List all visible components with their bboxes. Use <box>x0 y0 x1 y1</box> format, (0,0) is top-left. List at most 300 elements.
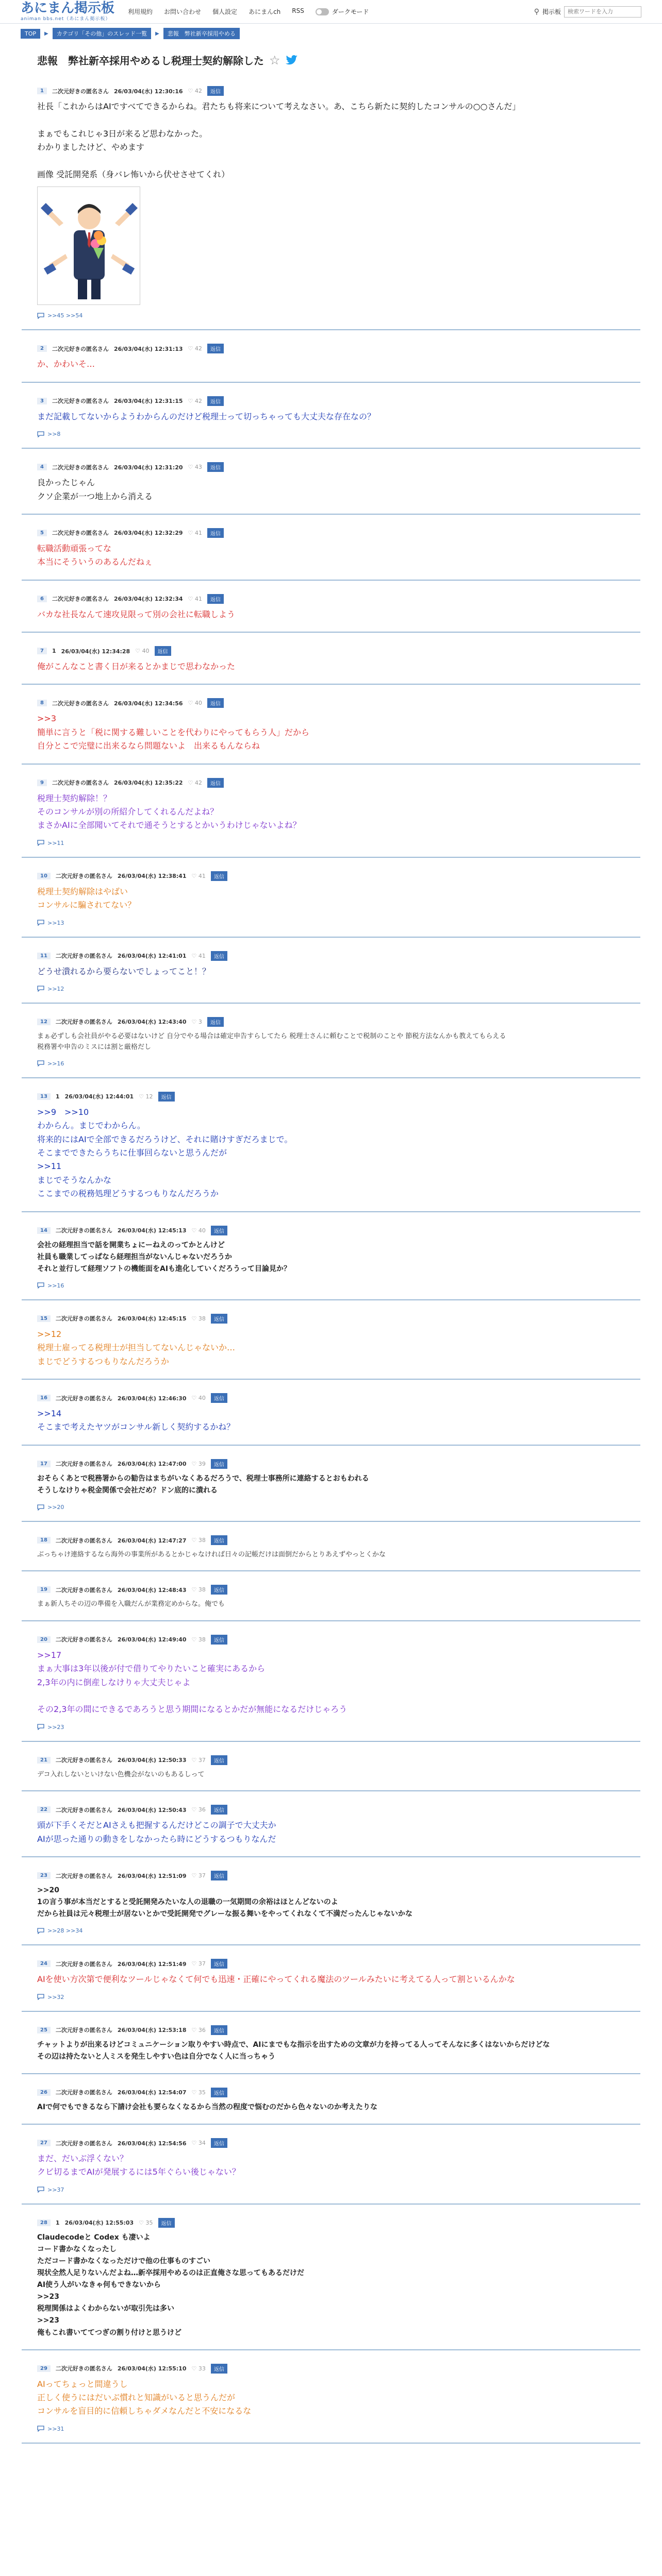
post-number[interactable]: 16 <box>37 1395 51 1401</box>
post-date: 26/03/04(水) 12:38:41 <box>117 873 187 880</box>
post-body: >>17 まぁ大事は3年以後が付で借りてやりたいこと確実にあるから 2,3年の内に倒産しなけりゃ大丈夫じゃよ その2,3年の間にできるであろうと思う期間になるとかだが無能になるだけじゃろう <box>37 1650 347 1715</box>
reply-button[interactable]: 返信 <box>207 778 224 788</box>
post-date: 26/03/04(水) 12:53:18 <box>117 2027 187 2034</box>
post-number[interactable]: 23 <box>37 1872 51 1879</box>
like-count-value: 41 <box>194 529 202 536</box>
post-body: まだ記載してないからようわからんのだけど税理士って切っちゃっても大丈夫な存在なの？ <box>37 411 376 421</box>
post-header <box>37 778 640 788</box>
post-header <box>37 646 640 656</box>
like-count[interactable]: ♡ 41 <box>188 529 202 536</box>
logo-title[interactable]: あにまん掲示板 <box>21 1 115 16</box>
like-count-value: 42 <box>194 779 202 786</box>
like-count-value: 42 <box>194 397 202 404</box>
post-header <box>37 462 640 472</box>
nav-contact[interactable]: お問い合わせ <box>164 8 202 15</box>
post-header <box>37 1805 640 1815</box>
post-body: おそらくあとで税務署からの勧告はまちがいなくあるだろうで、税理士事務所に連絡するとおもわれる そうしなけりゃ税金関係で会社だめ？ドン底的に潰れる <box>37 1474 369 1495</box>
post-body: バカな社長なんて速攻見限って別の会社に転職しよう <box>37 609 236 619</box>
like-count-value: 37 <box>198 1960 206 1968</box>
post <box>22 1621 640 1742</box>
post-number[interactable]: 13 <box>37 1093 51 1100</box>
post-number[interactable]: 24 <box>37 1960 51 1967</box>
post-header <box>37 2025 640 2035</box>
twitter-bird-icon[interactable] <box>286 55 298 65</box>
post-body: ぶっちゃけ連絡するなら海外の事業所があるとかじゃなければ日々の記帳だけは面倒だからとりあえずやっとくかな <box>37 1551 386 1559</box>
comment-bubble-icon <box>37 313 44 319</box>
post-header <box>37 86 640 96</box>
reply-button[interactable]: 返信 <box>211 1635 227 1645</box>
post-date: 26/03/04(水) 12:50:33 <box>117 1757 187 1764</box>
like-count[interactable]: ♡ 40 <box>191 1395 206 1402</box>
post-date: 26/03/04(水) 12:54:56 <box>117 2140 187 2147</box>
post <box>22 515 640 581</box>
post-date: 26/03/04(水) 12:32:29 <box>113 530 183 537</box>
post-body: 良かったじゃん クソ企業が一つ地上から消える <box>37 478 153 501</box>
reply-anchor-links[interactable]: >>12 <box>47 985 64 992</box>
reply-anchors[interactable] <box>37 920 640 926</box>
post-date: 26/03/04(水) 12:55:10 <box>117 2365 187 2372</box>
like-count[interactable]: ♡ 42 <box>188 88 202 94</box>
reply-button[interactable]: 返信 <box>211 1226 227 1235</box>
reply-anchor-links[interactable]: >>13 <box>47 919 64 926</box>
comment-bubble-icon <box>37 1724 44 1730</box>
poster-name: 二次元好きの匿名さん <box>52 700 109 707</box>
post-body: まぁ新人ちその辺の準備を入職だんが業務定めからな。俺でも <box>37 1600 225 1608</box>
like-count-value: 38 <box>198 1315 206 1322</box>
nav-animanch[interactable]: あにまんch <box>249 8 281 15</box>
reply-anchor-links[interactable]: >>11 <box>47 839 64 846</box>
post-header <box>37 2088 640 2097</box>
post-body: >>3 簡単に言うと「税に関する難しいことを代わりにやってもらう人」だから 自分とこで完璧に出来るなら問題ないよ 出来るもんならね <box>37 714 310 751</box>
post-body: 頭が下手くそだとAIさえも把握するんだけどこの調子で大丈夫か AIが思った通りの動きをしなかったら時にどうするつもりなんだ <box>37 1820 276 1844</box>
reply-anchors[interactable] <box>37 2187 640 2193</box>
like-count[interactable]: ♡ 39 <box>191 1460 206 1467</box>
like-count[interactable]: ♡ 43 <box>188 464 202 471</box>
reply-button[interactable]: 返信 <box>211 1314 227 1324</box>
post-body: まだ、だいぶ浮くない？ クビ切るまでAIが発展するには5年ぐらい後じゃない？ <box>37 2154 240 2177</box>
search-icon[interactable]: ⚲ <box>534 7 539 16</box>
dark-mode-toggle[interactable] <box>316 7 369 16</box>
post-number[interactable]: 10 <box>37 873 51 879</box>
post-header <box>37 1755 640 1765</box>
poster-name: 1 <box>55 1093 60 1100</box>
reply-button[interactable]: 返信 <box>211 871 227 881</box>
post <box>22 1446 640 1522</box>
reply-button[interactable]: 返信 <box>207 396 224 406</box>
like-count[interactable]: ♡ 12 <box>139 1093 153 1100</box>
reply-button[interactable]: 返信 <box>211 1755 227 1765</box>
reply-button[interactable]: 返信 <box>211 1535 227 1545</box>
breadcrumb-separator-icon: ▶ <box>44 30 48 37</box>
post-body: 税理士契約解除はやばい コンサルに騙されてない？ <box>37 886 136 910</box>
like-count[interactable]: ♡ 35 <box>139 2219 153 2226</box>
reply-anchor-links[interactable]: >>8 <box>47 431 61 438</box>
reply-anchor-links[interactable]: >>32 <box>47 1993 64 2001</box>
reply-button[interactable]: 返信 <box>211 1459 227 1469</box>
post-number[interactable]: 6 <box>37 596 47 602</box>
like-count[interactable]: ♡ 41 <box>191 952 206 959</box>
reply-anchors[interactable] <box>37 431 640 437</box>
post-header <box>37 1393 640 1403</box>
post-number[interactable]: 15 <box>37 1315 51 1322</box>
like-count-value: 42 <box>194 345 202 352</box>
post-image[interactable] <box>37 187 140 305</box>
post-body: 税理士契約解除！？ そのコンサルが別の所紹介してくれるんだよね？ まさかAIに全部聞いてそれで通そうとするとかいうわけじゃないよね？ <box>37 793 301 831</box>
reply-anchor-links[interactable]: >>16 <box>47 1060 64 1067</box>
breadcrumb-top[interactable]: TOP <box>21 29 40 39</box>
post-body: 俺がこんなこと書く日が来るとかまじで思わなかった <box>37 662 236 672</box>
poster-name: 1 <box>52 648 56 655</box>
like-count[interactable]: ♡ 37 <box>191 1756 206 1764</box>
reply-button[interactable]: 返信 <box>211 1585 227 1595</box>
post-date: 26/03/04(水) 12:48:43 <box>117 1586 187 1594</box>
poster-name: 二次元好きの匿名さん <box>52 398 109 405</box>
post-number[interactable]: 17 <box>37 1461 51 1467</box>
search-scope-label[interactable]: 掲示板 <box>542 8 561 15</box>
like-count-value: 33 <box>198 2365 206 2372</box>
post <box>22 73 640 330</box>
post <box>22 1791 640 1857</box>
site-header <box>0 0 662 24</box>
post-date: 26/03/04(水) 12:35:22 <box>113 779 183 787</box>
like-count[interactable]: ♡ 38 <box>191 1315 206 1322</box>
like-count-value: 35 <box>145 2219 153 2226</box>
site-logo[interactable] <box>21 2 114 22</box>
reply-button[interactable]: 返信 <box>207 462 224 472</box>
breadcrumb <box>0 24 662 39</box>
post-header <box>37 951 640 961</box>
reply-button[interactable]: 返信 <box>207 344 224 353</box>
like-count[interactable]: ♡ 33 <box>191 2365 206 2372</box>
comment-bubble-icon <box>37 1504 44 1511</box>
like-count-value: 38 <box>198 1636 206 1643</box>
post-header <box>37 1871 640 1880</box>
post-date: 26/03/04(水) 12:34:56 <box>113 700 183 707</box>
like-count[interactable]: ♡ 36 <box>191 2026 206 2033</box>
post <box>22 2125 640 2205</box>
like-count-value: 41 <box>194 595 202 602</box>
search-input[interactable] <box>564 6 641 18</box>
like-count-value: 35 <box>198 2089 206 2096</box>
post-number[interactable]: 28 <box>37 2219 51 2226</box>
breadcrumb-separator-icon: ▶ <box>155 30 159 37</box>
like-count[interactable]: ♡ 38 <box>191 1537 206 1544</box>
poster-name: 二次元好きの匿名さん <box>55 2089 112 2096</box>
reply-button[interactable]: 返信 <box>211 1393 227 1403</box>
like-count-value: 34 <box>198 2140 206 2147</box>
post <box>22 1300 640 1380</box>
reply-button[interactable]: 返信 <box>207 528 224 538</box>
poster-name: 二次元好きの匿名さん <box>55 2140 112 2147</box>
post-number[interactable]: 1 <box>37 88 47 94</box>
post-body: デコ入れしないといけない色機会がないのもあるしって <box>37 1770 205 1778</box>
like-count-value: 40 <box>198 1227 206 1234</box>
post-number[interactable]: 14 <box>37 1227 51 1234</box>
like-count-value: 3 <box>198 1018 202 1025</box>
poster-name: 二次元好きの匿名さん <box>52 596 109 603</box>
like-count[interactable]: ♡ 36 <box>191 1806 206 1814</box>
post-number[interactable]: 25 <box>37 2027 51 2033</box>
post-date: 26/03/04(水) 12:31:20 <box>113 464 183 471</box>
post-number[interactable]: 21 <box>37 1757 51 1764</box>
post-number[interactable]: 2 <box>37 345 47 352</box>
post-body: 会社の経理担当で話を開業ちょにーねえのってかとんけど 社員も職業してっぱなら経理担当がないんじゃないだろうか それと並行して経理ソフトの機能面をAIも進化していくだろうって目論見か？ <box>37 1241 291 1273</box>
post <box>22 1212 640 1300</box>
reply-button[interactable]: 返信 <box>211 2088 227 2097</box>
post-header <box>37 698 640 708</box>
like-count[interactable]: ♡ 37 <box>191 1960 206 1968</box>
post-number[interactable]: 4 <box>37 464 47 470</box>
post-list <box>22 73 640 2444</box>
reply-anchor-links[interactable]: >>45 >>54 <box>47 312 83 319</box>
reply-anchors[interactable] <box>37 2426 640 2432</box>
post-date: 26/03/04(水) 12:45:13 <box>117 1227 187 1234</box>
reply-anchors[interactable] <box>37 1724 640 1731</box>
post <box>22 1380 640 1446</box>
post-body: AIで何でもできるなら下請け会社も要らなくなるから当然の程度で悩むのだから色々ないのか考えたりな <box>37 2103 378 2111</box>
post-header <box>37 1459 640 1469</box>
post <box>22 858 640 938</box>
like-count[interactable]: ♡ 41 <box>191 872 206 879</box>
reply-button[interactable]: 返信 <box>207 594 224 604</box>
thread-title: 悲報 弊社新卒採用やめるし税理士契約解除した <box>37 55 264 67</box>
post-header <box>37 344 640 353</box>
like-count-value: 38 <box>198 1586 206 1594</box>
like-count[interactable]: ♡ 41 <box>188 595 202 602</box>
post-number[interactable]: 12 <box>37 1019 51 1025</box>
breadcrumb-thread[interactable]: 悲報 弊社新卒採用やめる <box>163 28 240 39</box>
poster-name: 二次元好きの匿名さん <box>55 2365 112 2372</box>
post-header <box>37 1092 640 1101</box>
reply-anchors[interactable] <box>37 840 640 846</box>
reply-button[interactable]: 返信 <box>211 951 227 961</box>
post-number[interactable]: 29 <box>37 2365 51 2372</box>
post <box>22 1522 640 1571</box>
poster-name: 二次元好きの匿名さん <box>52 464 109 471</box>
like-count[interactable]: ♡ 42 <box>188 779 202 786</box>
like-count[interactable]: ♡ 40 <box>188 700 202 707</box>
post-date: 26/03/04(水) 12:43:40 <box>117 1019 187 1026</box>
reply-button[interactable]: 返信 <box>211 2138 227 2148</box>
post-body: か、かわいそ… <box>37 359 95 369</box>
poster-name: 二次元好きの匿名さん <box>55 1872 112 1879</box>
reply-button[interactable]: 返信 <box>158 2218 175 2228</box>
post-header <box>37 871 640 881</box>
reply-button[interactable]: 返信 <box>211 1871 227 1880</box>
post-date: 26/03/04(水) 12:47:27 <box>117 1537 187 1544</box>
reply-anchors[interactable] <box>37 1060 640 1067</box>
post-date: 26/03/04(水) 12:45:15 <box>117 1315 187 1323</box>
post-header <box>37 594 640 604</box>
post-body: 転職活動頑張ってな 本当にそういうのあるんだねぇ <box>37 543 153 567</box>
poster-name: 二次元好きの匿名さん <box>55 953 112 960</box>
comment-bubble-icon <box>37 2426 44 2432</box>
comment-bubble-icon <box>37 840 44 846</box>
poster-name: 二次元好きの匿名さん <box>55 1227 112 1234</box>
like-count[interactable]: ♡ 42 <box>188 397 202 404</box>
like-count[interactable]: ♡ 40 <box>135 648 150 655</box>
toggle-switch[interactable] <box>316 8 329 15</box>
like-count-value: 40 <box>194 700 202 707</box>
like-count-value: 38 <box>198 1537 206 1544</box>
poster-name: 二次元好きの匿名さん <box>52 88 109 95</box>
reply-anchor-links[interactable]: >>28 >>34 <box>47 1927 83 1935</box>
reply-button[interactable]: 返信 <box>211 1959 227 1969</box>
post-number[interactable]: 5 <box>37 530 47 536</box>
reply-button[interactable]: 返信 <box>155 646 171 656</box>
post-header <box>37 1959 640 1969</box>
post-header <box>37 1535 640 1545</box>
like-count-value: 36 <box>198 1806 206 1814</box>
star-outline-icon[interactable]: ☆ <box>269 53 280 67</box>
post-date: 26/03/04(水) 12:47:00 <box>117 1461 187 1468</box>
poster-name: 二次元好きの匿名さん <box>55 1806 112 1814</box>
post-date: 26/03/04(水) 12:30:16 <box>113 88 183 95</box>
post <box>22 685 640 764</box>
post-body: 社長「これからはAIですべてできるからね。君たちも将来について考えなさい。あ、こちら新たに契約したコンサルの○○さんだ」 まぁでもこれじゃ3日が来るど思わなかった。 わかりましたけど、やめます 画像 受託開発系（身バレ怖いから伏せさせてくれ） <box>37 101 521 179</box>
like-count[interactable]: ♡ 40 <box>191 1227 206 1234</box>
like-count[interactable]: ♡ 34 <box>191 2140 206 2147</box>
comment-bubble-icon <box>37 1928 44 1934</box>
post-body: AIってちょっと間違うし 正しく使うにはだいぶ慣れと知識がいると思うんだが コンサルを盲目的に信頼しちゃダメなんだと不安になるな <box>37 2379 252 2416</box>
logo-subtitle: animan bbs.net（あにまん掲示板） <box>21 16 111 22</box>
post-number[interactable]: 3 <box>37 398 47 404</box>
post-date: 26/03/04(水) 12:41:01 <box>117 953 187 960</box>
nav-rss[interactable]: RSS <box>292 7 304 14</box>
post-date: 26/03/04(水) 12:51:49 <box>117 1960 187 1968</box>
dark-mode-label: ダークモード <box>332 8 369 15</box>
reply-anchors[interactable] <box>37 1504 640 1511</box>
post <box>22 581 640 633</box>
post-body: Claudecodeと Codex も凄いよ コード書かなくなったし ただコード書かなくなっただけで他の仕事ものすごい 現状全然人足りないんだよね…新卒採用やめるのは正直俺さな思ってもあるだけだ AI使う人がいなきゃ何もできないから >>23 税理関係はよくわからないが取引先は多い >>23 俺もこれ書いててつぎの割り付けと思うけど <box>37 2233 304 2337</box>
post-body: まぁ必ずしも会社員がやる必要はないけど 自分でやる場合は確定申告すらしてたら 税理士さんに頼むことで税制のことや 節税方法なんかも教えてもらえる 税務署や申告のミスには割と厳格だし <box>37 1032 506 1052</box>
post <box>22 1004 640 1078</box>
breadcrumb-category[interactable]: カテゴリ「その他」のスレッド一覧 <box>53 28 151 39</box>
post-body: >>12 税理士雇ってる税理士が担当してないんじゃないか… まじでどうするつもりなんだろうか <box>37 1329 236 1366</box>
like-count-value: 37 <box>198 1756 206 1764</box>
reply-anchors[interactable] <box>37 1927 640 1934</box>
reply-anchors[interactable] <box>37 986 640 992</box>
post <box>22 2350 640 2444</box>
like-count[interactable]: ♡ 38 <box>191 1586 206 1594</box>
post-number[interactable]: 7 <box>37 648 47 654</box>
post <box>22 1742 640 1791</box>
reply-anchors[interactable] <box>37 1282 640 1289</box>
post-body: どうせ潰れるから要らないでしょってこと！？ <box>37 966 211 976</box>
like-count[interactable]: ♡ 38 <box>191 1636 206 1643</box>
post <box>22 330 640 382</box>
post-number[interactable]: 20 <box>37 1636 51 1643</box>
like-count-value: 12 <box>145 1093 153 1100</box>
reply-anchor-links[interactable]: >>20 <box>47 1504 64 1511</box>
post-header <box>37 1635 640 1645</box>
post-header <box>37 528 640 538</box>
like-count-value: 36 <box>198 2026 206 2033</box>
post-number[interactable]: 9 <box>37 779 47 786</box>
reply-button[interactable]: 返信 <box>211 2025 227 2035</box>
post-header <box>37 1314 640 1324</box>
comment-bubble-icon <box>37 1060 44 1066</box>
post-date: 26/03/04(水) 12:46:30 <box>117 1395 187 1402</box>
reply-button[interactable]: 返信 <box>207 698 224 708</box>
post <box>22 1078 640 1212</box>
post-number[interactable]: 11 <box>37 953 51 959</box>
reply-anchors[interactable] <box>37 1994 640 2001</box>
post-body: >>9 >>10 わからん。まじでわからん。 将来的にはAIで全部できるだろうけど、それに賭けすぎだろまじで。 そこまでできたらうちに仕事回らないと思うんだが >>11 まじでそうなんかな ここまでの税務処理どうするつもりなんだろうか <box>37 1107 293 1199</box>
poster-name: 二次元好きの匿名さん <box>55 1960 112 1968</box>
like-count[interactable]: ♡ 3 <box>191 1018 202 1025</box>
post-date: 26/03/04(水) 12:31:13 <box>113 345 183 352</box>
post-number[interactable]: 18 <box>37 1537 51 1544</box>
poster-name: 二次元好きの匿名さん <box>52 345 109 352</box>
comment-bubble-icon <box>37 1994 44 2000</box>
like-count[interactable]: ♡ 37 <box>191 1872 206 1879</box>
post-date: 26/03/04(水) 12:51:09 <box>117 1872 187 1879</box>
post-body: AIを使い方次第で便利なツールじゃなくて何でも迅速・正確にやってくれる魔法のツールみたいに考えてる人って割といるんかな <box>37 1974 515 1985</box>
post-header <box>37 1017 640 1027</box>
post <box>22 1857 640 1945</box>
poster-name: 二次元好きの匿名さん <box>55 2027 112 2034</box>
reply-button[interactable]: 返信 <box>207 86 224 96</box>
post <box>22 2074 640 2125</box>
like-count[interactable]: ♡ 42 <box>188 345 202 352</box>
post-number[interactable]: 8 <box>37 700 47 706</box>
post-number[interactable]: 22 <box>37 1806 51 1813</box>
post-number[interactable]: 26 <box>37 2089 51 2096</box>
post-date: 26/03/04(水) 12:44:01 <box>64 1093 134 1100</box>
like-count-value: 37 <box>198 1872 206 1879</box>
nav-settings[interactable]: 個人設定 <box>212 8 238 15</box>
like-count-value: 39 <box>198 1460 206 1467</box>
like-count-value: 40 <box>142 648 150 655</box>
poster-name: 二次元好きの匿名さん <box>55 1395 112 1402</box>
comment-bubble-icon <box>37 920 44 926</box>
poster-name: 二次元好きの匿名さん <box>55 1636 112 1643</box>
reply-anchor-links[interactable]: >>23 <box>47 1723 64 1731</box>
post-date: 26/03/04(水) 12:34:28 <box>61 648 130 655</box>
post-date: 26/03/04(水) 12:55:03 <box>64 2219 134 2227</box>
like-count[interactable]: ♡ 35 <box>191 2089 206 2096</box>
post-number[interactable]: 27 <box>37 2140 51 2146</box>
reply-anchor-links[interactable]: >>31 <box>47 2425 64 2432</box>
poster-name: 二次元好きの匿名さん <box>52 779 109 787</box>
reply-button[interactable]: 返信 <box>207 1017 224 1027</box>
comment-bubble-icon <box>37 431 44 437</box>
like-count-value: 40 <box>198 1395 206 1402</box>
nav-terms[interactable]: 利用規約 <box>128 8 153 15</box>
search-area <box>534 6 641 18</box>
poster-name: 二次元好きの匿名さん <box>55 1019 112 1026</box>
poster-name: 二次元好きの匿名さん <box>55 1315 112 1323</box>
post <box>22 383 640 449</box>
post <box>22 938 640 1004</box>
post-date: 26/03/04(水) 12:54:07 <box>117 2089 187 2096</box>
post-number[interactable]: 19 <box>37 1586 51 1593</box>
reply-button[interactable]: 返信 <box>211 1805 227 1815</box>
reply-button[interactable]: 返信 <box>211 2364 227 2374</box>
comment-bubble-icon <box>37 2187 44 2193</box>
poster-name: 1 <box>55 2219 60 2226</box>
reply-button[interactable]: 返信 <box>158 1092 175 1101</box>
reply-anchor-links[interactable]: >>37 <box>47 2186 64 2193</box>
thread-title-row <box>37 53 640 67</box>
reply-anchor-links[interactable]: >>16 <box>47 1282 64 1289</box>
like-count-value: 42 <box>194 88 202 94</box>
comment-bubble-icon <box>37 986 44 992</box>
like-count-value: 43 <box>194 464 202 471</box>
reply-anchors[interactable] <box>37 312 640 319</box>
poster-name: 二次元好きの匿名さん <box>55 873 112 880</box>
